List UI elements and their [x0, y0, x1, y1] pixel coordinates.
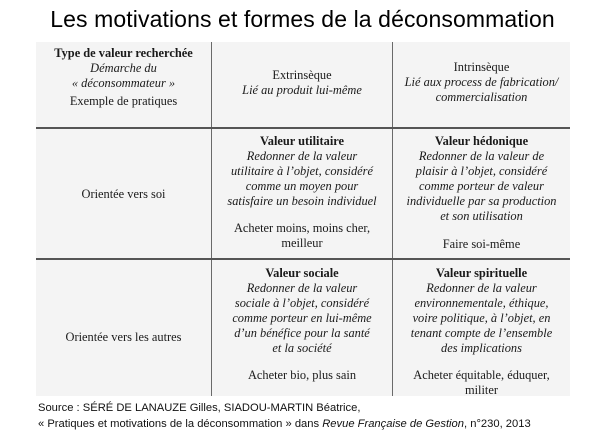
source-citation	[38, 400, 598, 432]
cell-text-line: Redonner de la valeur	[426, 281, 537, 295]
corner-heading: Type de valeur recherchée	[54, 46, 193, 60]
row-divider	[36, 258, 570, 260]
cell-text-line: Redonner de la valeur	[246, 149, 358, 163]
col2-name: Intrinsèque	[453, 60, 510, 74]
cell-text-line: tenant compte de l’ensemble	[410, 326, 553, 340]
cell-practice-line: Acheter équitable, éduquer,	[413, 368, 550, 382]
header-intrinseque-cell	[393, 60, 570, 105]
slide-title: Les motivations et formes de la déconsommation	[50, 6, 555, 32]
corner-sub-2: « déconsommateur »	[71, 76, 176, 90]
header-extrinseque-cell	[212, 68, 392, 98]
source-line-2	[38, 416, 598, 432]
cell-practice-line: Acheter moins, moins cher,	[233, 221, 371, 235]
row-divider	[36, 127, 570, 129]
cell-text-line: individuelle par sa production	[406, 194, 557, 208]
cell-title: Valeur hédonique	[434, 134, 529, 148]
source-line-2-post: , n°230, 2013	[464, 418, 531, 430]
cell-text-line: et son utilisation	[440, 209, 523, 223]
cell-practice-line: militer	[464, 383, 499, 397]
cell-practice-line: meilleur	[281, 236, 323, 250]
cell-valeur-hedonique	[393, 134, 570, 252]
col1-name: Extrinsèque	[272, 68, 332, 82]
corner-sub-1: Démarche du	[90, 61, 157, 75]
col2-desc-2: commercialisation	[435, 90, 528, 104]
cell-practice-line: Faire soi-même	[442, 237, 521, 251]
row-label-autres: Orientée vers les autres	[65, 330, 182, 344]
source-journal: Revue Française de Gestion	[322, 418, 464, 430]
cell-valeur-sociale	[212, 266, 392, 383]
col1-desc: Lié au produit lui-même	[242, 83, 362, 97]
cell-text-line: comme porteur de valeur	[419, 179, 544, 193]
corner-examples: Exemple de pratiques	[69, 94, 178, 108]
cell-text-line: utilitaire à l’objet, considéré	[230, 164, 373, 178]
cell-text-line: comme un moyen pour	[245, 179, 359, 193]
cell-text-line: voire politique, à l’objet, en	[412, 311, 551, 325]
source-line-1: Source : SÉRÉ DE LANAUZE Gilles, SIADOU-MARTIN Béatrice,	[38, 402, 361, 414]
row-label-soi: Orientée vers soi	[81, 187, 166, 201]
cell-practice-line: Acheter bio, plus sain	[247, 368, 357, 382]
cell-text-line: et la société	[272, 341, 332, 355]
cell-text-line: comme porteur en lui-même	[232, 311, 372, 325]
cell-title: Valeur spirituelle	[435, 266, 528, 280]
cell-title: Valeur sociale	[265, 266, 339, 280]
cell-text-line: d’un bénéfice pour la santé	[234, 326, 370, 340]
cell-title: Valeur utilitaire	[259, 134, 345, 148]
cell-text-line: environnementale, éthique,	[414, 296, 549, 310]
cell-text-line: Redonner de la valeur de	[418, 149, 545, 163]
col2-desc-1: Lié aux process de fabrication/	[404, 75, 559, 89]
cell-text-line: sociale à l’objet, considéré	[234, 296, 370, 310]
cell-text-line: satisfaire un besoin individuel	[227, 194, 377, 208]
motivations-table	[36, 42, 570, 396]
cell-text-line: des implications	[441, 341, 522, 355]
cell-valeur-utilitaire	[212, 134, 392, 251]
cell-text-line: Redonner de la valeur	[246, 281, 358, 295]
header-corner-cell	[36, 46, 211, 109]
source-line-2-pre: « Pratiques et motivations de la déconsommation » dans	[38, 418, 323, 430]
cell-text-line: plaisir à l’objet, considéré	[415, 164, 548, 178]
cell-valeur-spirituelle	[393, 266, 570, 398]
